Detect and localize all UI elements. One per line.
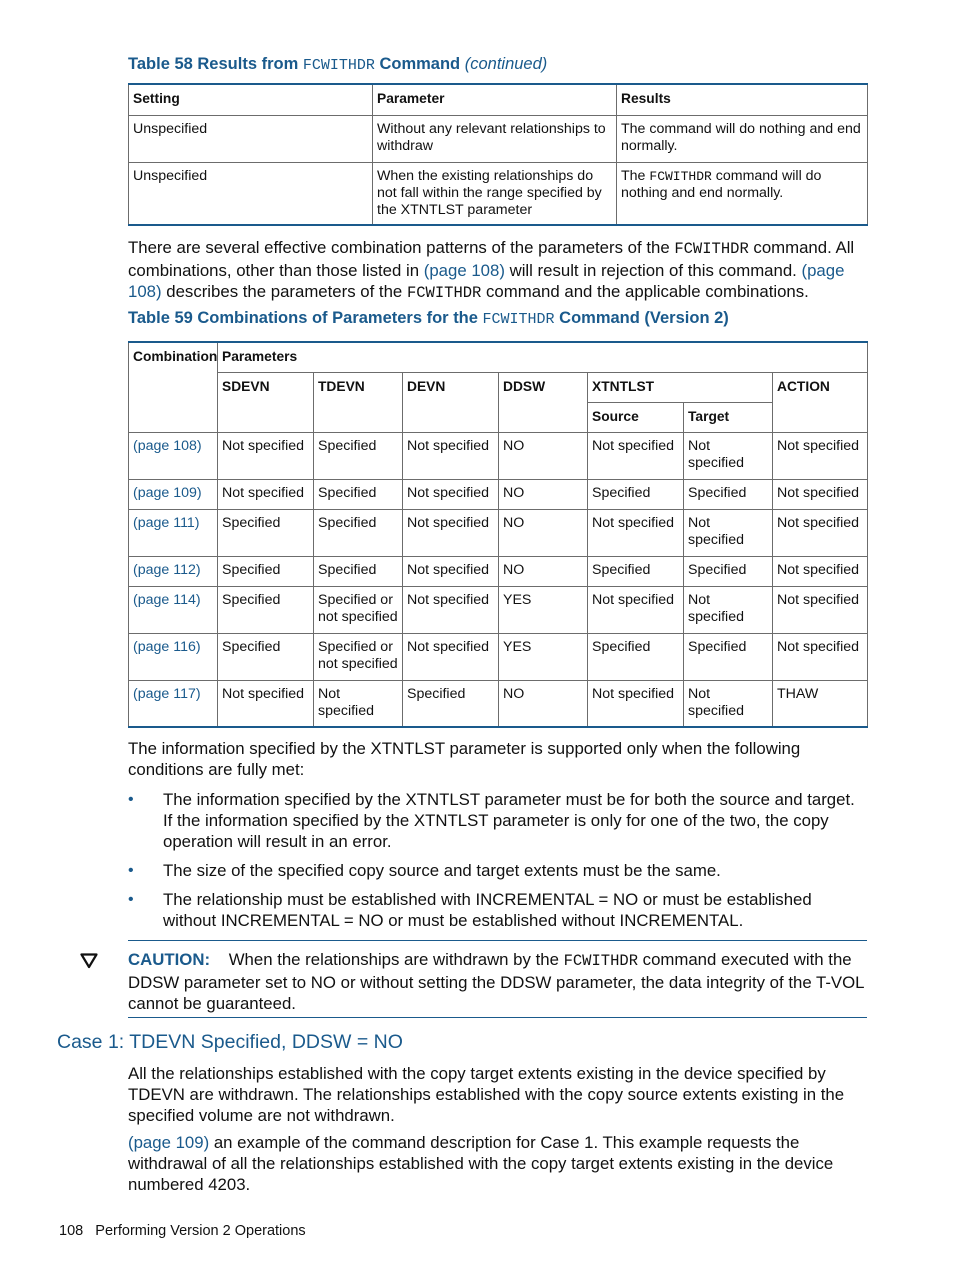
cell-target: Specified — [684, 633, 773, 680]
cell-devn: Specified — [403, 680, 499, 727]
cell-action: Not specified — [773, 556, 868, 586]
cell-sdevn: Specified — [218, 509, 314, 556]
page-link[interactable]: (page 112) — [133, 561, 201, 578]
header-results: Results — [617, 84, 868, 115]
list-item: • The relationship must be established with INCREMENTAL = NO or must be established without INCREMENTAL = NO or must be established without INCREMENTAL. — [128, 890, 812, 930]
cell-sdevn: Not specified — [218, 432, 314, 479]
caption-prefix: Table 59 Combinations of Parameters for the — [128, 309, 478, 327]
cell-devn: Not specified — [403, 432, 499, 479]
cell-parameter: When the existing relationships do not fall within the range specified by the XTNTLST parameter — [373, 162, 617, 225]
page-link[interactable]: (page 108) — [128, 261, 845, 301]
table-row — [129, 586, 868, 633]
table-row — [129, 680, 868, 727]
header-sdevn: SDEVN — [218, 372, 314, 432]
bullet-icon: • — [128, 891, 134, 908]
header-source: Source — [588, 402, 684, 432]
cell-combination — [129, 509, 218, 556]
list-item: • The information specified by the XTNTLST parameter must be for both the source and target. If the information specified by the XTNTLST parameter is only for one of the two, the copy operation will result in an error. — [128, 790, 855, 851]
case1-paragraph-1: All the relationships established with the copy target extents existing in the device specified by TDEVN are withdrawn. The relationships established with the copy source extents existing in the specified volume are not withdrawn. — [128, 1064, 845, 1125]
cell-action: Not specified — [773, 586, 868, 633]
cell-results: The command will do nothing and end normally. — [617, 115, 868, 162]
page-link[interactable]: (page 109) — [128, 1133, 210, 1152]
caption-continued: (continued) — [464, 55, 548, 73]
command-name: FCWITHDR — [406, 284, 482, 302]
cell-source: Specified — [588, 556, 684, 586]
command-name: FCWITHDR — [649, 168, 712, 184]
cell-target: Specified — [684, 556, 773, 586]
table-row — [129, 432, 868, 479]
cell-action: Not specified — [773, 633, 868, 680]
page-link[interactable]: (page 108) — [423, 261, 505, 280]
command-name: FCWITHDR — [674, 240, 749, 258]
cell-sdevn: Not specified — [218, 680, 314, 727]
cell-combination — [129, 479, 218, 509]
cell-devn: Not specified — [403, 556, 499, 586]
footer-section-title: Performing Version 2 Operations — [95, 1223, 306, 1239]
intro-paragraph: There are several effective combination patterns of the parameters of the FCWITHDR command. All combinations, other than those listed in (page 108) will result in rejection of this command. (page 108) describes the parameters of the FCWITHDR command and the applicable combinations. — [128, 238, 855, 302]
cell-devn: Not specified — [403, 633, 499, 680]
page-link[interactable]: (page 117) — [133, 685, 201, 702]
cell-source: Specified — [588, 479, 684, 509]
table-59 — [128, 341, 868, 728]
cell-target: Not specified — [684, 680, 773, 727]
cell-sdevn: Not specified — [218, 479, 314, 509]
header-action: ACTION — [773, 372, 868, 432]
cell-combination — [129, 556, 218, 586]
header-xtntlst: XTNTLST — [588, 372, 773, 402]
cell-action: THAW — [773, 680, 868, 727]
cell-action: Not specified — [773, 509, 868, 556]
cell-source: Specified — [588, 633, 684, 680]
table58-caption — [128, 55, 547, 74]
header-setting: Setting — [129, 84, 373, 115]
header-target: Target — [684, 402, 773, 432]
table-row — [129, 509, 868, 556]
table-header-row — [129, 372, 868, 402]
cell-target: Specified — [684, 479, 773, 509]
cell-sdevn: Specified — [218, 586, 314, 633]
cell-target: Not specified — [684, 509, 773, 556]
page-link[interactable]: (page 116) — [133, 638, 201, 655]
cell-parameter: Without any relevant relationships to withdraw — [373, 115, 617, 162]
cell-target: Not specified — [684, 586, 773, 633]
table-header-row — [129, 342, 868, 372]
header-tdevn: TDEVN — [314, 372, 403, 432]
cell-source: Not specified — [588, 432, 684, 479]
table-row — [129, 115, 868, 162]
page-number: 108 — [59, 1223, 84, 1239]
cell-ddsw: YES — [499, 633, 588, 680]
cell-tdevn: Specified or not specified — [314, 586, 403, 633]
table-row — [129, 162, 868, 225]
cell-tdevn: Specified — [314, 479, 403, 509]
cell-source: Not specified — [588, 680, 684, 727]
conditions-list — [128, 789, 865, 939]
header-devn: DEVN — [403, 372, 499, 432]
cell-devn: Not specified — [403, 586, 499, 633]
table-header-row — [129, 84, 868, 115]
cell-devn: Not specified — [403, 479, 499, 509]
caution-bottom-rule — [128, 1017, 867, 1018]
caution-text: CAUTION: When the relationships are withdrawn by the FCWITHDR command executed with the DDSW parameter set to NO or without setting the DDSW parameter, the data integrity of the T-VOL cannot be guaranteed. — [128, 950, 864, 1013]
caption-command: FCWITHDR — [302, 57, 375, 74]
cell-tdevn: Specified — [314, 432, 403, 479]
caution-label: CAUTION: — [128, 950, 211, 969]
cell-source: Not specified — [588, 509, 684, 556]
table-58 — [128, 83, 868, 226]
cell-combination — [129, 680, 218, 727]
cell-ddsw: NO — [499, 509, 588, 556]
caption-command: FCWITHDR — [482, 311, 555, 328]
cell-sdevn: Specified — [218, 556, 314, 586]
header-parameters: Parameters — [218, 342, 868, 372]
cell-results: The FCWITHDR command will do nothing and end normally. — [617, 162, 868, 225]
cell-target: Not specified — [684, 432, 773, 479]
case1-heading: Case 1: TDEVN Specified, DDSW = NO — [57, 1031, 403, 1053]
bullet-icon: • — [128, 791, 134, 808]
caution-top-rule — [128, 940, 867, 941]
cell-setting: Unspecified — [129, 115, 373, 162]
caption-prefix: Table 58 Results from — [128, 55, 299, 73]
table-row — [129, 556, 868, 586]
page-link[interactable]: (page 109) — [133, 484, 202, 501]
bullet-icon: • — [128, 862, 134, 879]
cell-tdevn: Specified — [314, 556, 403, 586]
cell-combination — [129, 432, 218, 479]
cell-ddsw: NO — [499, 556, 588, 586]
caption-suffix: Command (Version 2) — [559, 309, 729, 327]
header-ddsw: DDSW — [499, 372, 588, 432]
conditions-intro: The information specified by the XTNTLST parameter is supported only when the following conditions are fully met: — [128, 739, 801, 779]
cell-setting: Unspecified — [129, 162, 373, 225]
table-row — [129, 633, 868, 680]
page-link[interactable]: (page 108) — [133, 437, 202, 454]
cell-tdevn: Specified — [314, 509, 403, 556]
case1-paragraph-2: (page 109) an example of the command description for Case 1. This example requests the withdrawal of all the relationships established with the copy target extents existing in the device numbered 4203. — [128, 1133, 834, 1194]
cell-tdevn: Not specified — [314, 680, 403, 727]
table59-caption — [128, 309, 729, 328]
caption-suffix: Command — [379, 55, 461, 73]
cell-ddsw: NO — [499, 479, 588, 509]
cell-action: Not specified — [773, 479, 868, 509]
table-row — [129, 479, 868, 509]
list-item: • The size of the specified copy source and target extents must be the same. — [128, 861, 721, 880]
cell-ddsw: NO — [499, 680, 588, 727]
page-link[interactable]: (page 114) — [133, 591, 201, 608]
cell-devn: Not specified — [403, 509, 499, 556]
cell-action: Not specified — [773, 432, 868, 479]
cell-combination — [129, 633, 218, 680]
cell-ddsw: YES — [499, 586, 588, 633]
cell-sdevn: Specified — [218, 633, 314, 680]
page-link[interactable]: (page 111) — [133, 514, 200, 531]
cell-tdevn: Specified or not specified — [314, 633, 403, 680]
header-combination: Combination — [129, 342, 218, 432]
page-footer — [59, 1223, 306, 1239]
caution-icon — [80, 952, 98, 970]
header-parameter: Parameter — [373, 84, 617, 115]
cell-source: Not specified — [588, 586, 684, 633]
cell-combination — [129, 586, 218, 633]
cell-ddsw: NO — [499, 432, 588, 479]
command-name: FCWITHDR — [563, 952, 638, 970]
